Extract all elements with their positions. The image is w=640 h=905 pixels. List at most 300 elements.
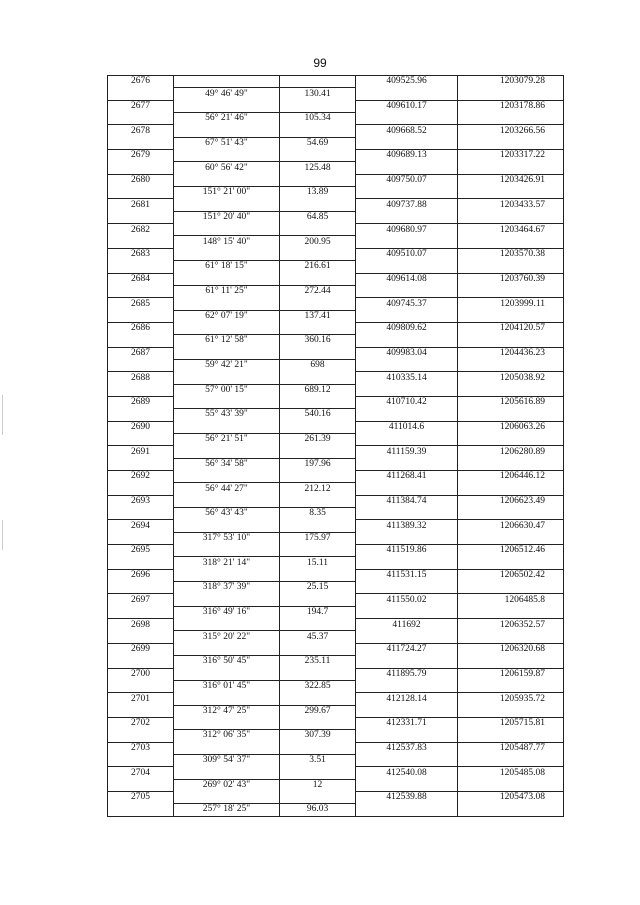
empty-cell bbox=[108, 384, 174, 396]
empty-cell bbox=[458, 359, 564, 371]
empty-cell bbox=[174, 446, 280, 458]
segment-row bbox=[108, 409, 564, 421]
empty-cell bbox=[458, 113, 564, 125]
bearing-angle: 61° 11' 25" bbox=[174, 285, 280, 297]
x-coordinate: 409510.07 bbox=[356, 248, 458, 260]
bearing-angle: 317° 53' 10" bbox=[174, 532, 280, 544]
segment-distance: 261.39 bbox=[280, 433, 356, 445]
point-row bbox=[108, 125, 564, 137]
x-coordinate: 412539.88 bbox=[356, 791, 458, 803]
segment-row bbox=[108, 88, 564, 100]
empty-cell bbox=[280, 150, 356, 162]
bearing-angle: 61° 18' 15" bbox=[174, 261, 280, 273]
point-row bbox=[108, 619, 564, 631]
segment-distance: 307.39 bbox=[280, 730, 356, 742]
segment-row bbox=[108, 261, 564, 273]
point-number: 2696 bbox=[108, 569, 174, 581]
empty-cell bbox=[174, 76, 280, 88]
empty-cell bbox=[174, 248, 280, 260]
bearing-angle: 56° 21' 46" bbox=[174, 113, 280, 125]
point-number: 2697 bbox=[108, 594, 174, 606]
empty-cell bbox=[458, 261, 564, 273]
empty-cell bbox=[280, 372, 356, 384]
point-number: 2700 bbox=[108, 668, 174, 680]
bearing-angle: 318° 21' 14" bbox=[174, 557, 280, 569]
y-coordinate: 1205935.72 bbox=[458, 693, 564, 705]
x-coordinate: 412540.08 bbox=[356, 767, 458, 779]
point-row bbox=[108, 322, 564, 334]
empty-cell bbox=[356, 582, 458, 594]
point-row bbox=[108, 471, 564, 483]
empty-cell bbox=[108, 88, 174, 100]
empty-cell bbox=[280, 767, 356, 779]
bearing-angle: 151° 20' 40" bbox=[174, 211, 280, 223]
empty-cell bbox=[458, 285, 564, 297]
y-coordinate: 1203760.39 bbox=[458, 273, 564, 285]
bearing-angle: 312° 47' 25" bbox=[174, 705, 280, 717]
point-row bbox=[108, 150, 564, 162]
empty-cell bbox=[356, 779, 458, 791]
empty-cell bbox=[108, 285, 174, 297]
y-coordinate: 1206446.12 bbox=[458, 471, 564, 483]
x-coordinate: 411724.27 bbox=[356, 643, 458, 655]
empty-cell bbox=[356, 187, 458, 199]
point-row bbox=[108, 569, 564, 581]
y-coordinate: 1203426.91 bbox=[458, 174, 564, 186]
segment-distance: 54.69 bbox=[280, 137, 356, 149]
segment-row bbox=[108, 162, 564, 174]
y-coordinate: 1206485.8 bbox=[458, 594, 564, 606]
segment-distance: 96.03 bbox=[280, 804, 356, 816]
empty-cell bbox=[174, 643, 280, 655]
empty-cell bbox=[174, 545, 280, 557]
empty-cell bbox=[280, 668, 356, 680]
segment-distance: 45.37 bbox=[280, 631, 356, 643]
segment-row bbox=[108, 458, 564, 470]
empty-cell bbox=[458, 137, 564, 149]
x-coordinate: 411531.15 bbox=[356, 569, 458, 581]
empty-cell bbox=[356, 211, 458, 223]
empty-cell bbox=[280, 594, 356, 606]
segment-distance: 216.61 bbox=[280, 261, 356, 273]
y-coordinate: 1206502.42 bbox=[458, 569, 564, 581]
point-row bbox=[108, 396, 564, 408]
empty-cell bbox=[280, 174, 356, 186]
empty-cell bbox=[108, 261, 174, 273]
y-coordinate: 1205616.89 bbox=[458, 396, 564, 408]
bearing-angle: 59° 42' 21" bbox=[174, 359, 280, 371]
point-row bbox=[108, 248, 564, 260]
x-coordinate: 412128.14 bbox=[356, 693, 458, 705]
empty-cell bbox=[458, 433, 564, 445]
segment-distance: 200.95 bbox=[280, 236, 356, 248]
segment-distance: 689.12 bbox=[280, 384, 356, 396]
point-row bbox=[108, 717, 564, 729]
empty-cell bbox=[280, 693, 356, 705]
empty-cell bbox=[280, 248, 356, 260]
segment-row bbox=[108, 754, 564, 766]
segment-row bbox=[108, 384, 564, 396]
segment-row bbox=[108, 137, 564, 149]
empty-cell bbox=[458, 532, 564, 544]
segment-row bbox=[108, 285, 564, 297]
y-coordinate: 1203433.57 bbox=[458, 199, 564, 211]
segment-distance: 12 bbox=[280, 779, 356, 791]
segment-distance: 235.11 bbox=[280, 656, 356, 668]
empty-cell bbox=[458, 88, 564, 100]
empty-cell bbox=[108, 433, 174, 445]
empty-cell bbox=[174, 125, 280, 137]
y-coordinate: 1204436.23 bbox=[458, 347, 564, 359]
point-number: 2676 bbox=[108, 76, 174, 88]
empty-cell bbox=[174, 224, 280, 236]
empty-cell bbox=[280, 619, 356, 631]
bearing-angle: 316° 49' 16" bbox=[174, 606, 280, 618]
empty-cell bbox=[356, 384, 458, 396]
segment-row bbox=[108, 433, 564, 445]
segment-distance: 137.41 bbox=[280, 310, 356, 322]
y-coordinate: 1203999.11 bbox=[458, 298, 564, 310]
empty-cell bbox=[174, 693, 280, 705]
empty-cell bbox=[356, 335, 458, 347]
segment-row bbox=[108, 656, 564, 668]
point-number: 2689 bbox=[108, 396, 174, 408]
empty-cell bbox=[108, 804, 174, 816]
y-coordinate: 1206063.26 bbox=[458, 421, 564, 433]
empty-cell bbox=[174, 520, 280, 532]
empty-cell bbox=[356, 310, 458, 322]
segment-distance: 212.12 bbox=[280, 483, 356, 495]
bearing-angle: 67° 51' 43" bbox=[174, 137, 280, 149]
point-row bbox=[108, 372, 564, 384]
empty-cell bbox=[174, 791, 280, 803]
y-coordinate: 1206352.57 bbox=[458, 619, 564, 631]
empty-cell bbox=[458, 606, 564, 618]
empty-cell bbox=[356, 113, 458, 125]
empty-cell bbox=[356, 705, 458, 717]
empty-cell bbox=[174, 421, 280, 433]
point-number: 2704 bbox=[108, 767, 174, 779]
point-row bbox=[108, 693, 564, 705]
x-coordinate: 409689.13 bbox=[356, 150, 458, 162]
y-coordinate: 1204120.57 bbox=[458, 322, 564, 334]
point-number: 2685 bbox=[108, 298, 174, 310]
empty-cell bbox=[108, 656, 174, 668]
empty-cell bbox=[108, 458, 174, 470]
bearing-angle: 309° 54' 37" bbox=[174, 754, 280, 766]
empty-cell bbox=[280, 471, 356, 483]
y-coordinate: 1203266.56 bbox=[458, 125, 564, 137]
empty-cell bbox=[108, 680, 174, 692]
empty-cell bbox=[280, 396, 356, 408]
point-number: 2683 bbox=[108, 248, 174, 260]
point-number: 2694 bbox=[108, 520, 174, 532]
empty-cell bbox=[108, 705, 174, 717]
x-coordinate: 411550.02 bbox=[356, 594, 458, 606]
point-row bbox=[108, 174, 564, 186]
empty-cell bbox=[280, 717, 356, 729]
empty-cell bbox=[108, 582, 174, 594]
point-number: 2684 bbox=[108, 273, 174, 285]
point-row bbox=[108, 347, 564, 359]
x-coordinate: 409525.96 bbox=[356, 76, 458, 88]
segment-row bbox=[108, 606, 564, 618]
bearing-angle: 62° 07' 19" bbox=[174, 310, 280, 322]
bearing-angle: 56° 44' 27" bbox=[174, 483, 280, 495]
bearing-angle: 151° 21' 00" bbox=[174, 187, 280, 199]
empty-cell bbox=[356, 162, 458, 174]
empty-cell bbox=[458, 656, 564, 668]
y-coordinate: 1206159.87 bbox=[458, 668, 564, 680]
empty-cell bbox=[458, 680, 564, 692]
bearing-angle: 312° 06' 35" bbox=[174, 730, 280, 742]
point-row bbox=[108, 594, 564, 606]
point-row bbox=[108, 520, 564, 532]
empty-cell bbox=[458, 705, 564, 717]
empty-cell bbox=[458, 557, 564, 569]
segment-distance: 130.41 bbox=[280, 88, 356, 100]
empty-cell bbox=[458, 730, 564, 742]
point-row bbox=[108, 224, 564, 236]
empty-cell bbox=[280, 298, 356, 310]
y-coordinate: 1206623.49 bbox=[458, 495, 564, 507]
empty-cell bbox=[356, 137, 458, 149]
empty-cell bbox=[280, 742, 356, 754]
empty-cell bbox=[458, 754, 564, 766]
y-coordinate: 1203178.86 bbox=[458, 100, 564, 112]
empty-cell bbox=[458, 508, 564, 520]
segment-row bbox=[108, 631, 564, 643]
empty-cell bbox=[280, 273, 356, 285]
point-number: 2677 bbox=[108, 100, 174, 112]
segment-distance: 175.97 bbox=[280, 532, 356, 544]
segment-row bbox=[108, 359, 564, 371]
segment-row bbox=[108, 804, 564, 816]
x-coordinate: 410335.14 bbox=[356, 372, 458, 384]
empty-cell bbox=[174, 569, 280, 581]
empty-cell bbox=[174, 150, 280, 162]
empty-cell bbox=[356, 261, 458, 273]
empty-cell bbox=[280, 791, 356, 803]
empty-cell bbox=[174, 717, 280, 729]
point-number: 2688 bbox=[108, 372, 174, 384]
empty-cell bbox=[458, 483, 564, 495]
segment-distance: 3.51 bbox=[280, 754, 356, 766]
empty-cell bbox=[174, 174, 280, 186]
segment-distance: 15.11 bbox=[280, 557, 356, 569]
segment-distance: 299.67 bbox=[280, 705, 356, 717]
empty-cell bbox=[356, 532, 458, 544]
x-coordinate: 411014.6 bbox=[356, 421, 458, 433]
empty-cell bbox=[458, 236, 564, 248]
segment-row bbox=[108, 705, 564, 717]
point-number: 2699 bbox=[108, 643, 174, 655]
bearing-angle: 57° 00' 15" bbox=[174, 384, 280, 396]
bearing-angle: 318° 37' 39" bbox=[174, 582, 280, 594]
empty-cell bbox=[280, 495, 356, 507]
empty-cell bbox=[356, 680, 458, 692]
empty-cell bbox=[356, 359, 458, 371]
x-coordinate: 412331.71 bbox=[356, 717, 458, 729]
x-coordinate: 411384.74 bbox=[356, 495, 458, 507]
bearing-angle: 315° 20' 22" bbox=[174, 631, 280, 643]
empty-cell bbox=[108, 631, 174, 643]
empty-cell bbox=[108, 606, 174, 618]
bearing-angle: 148° 15' 40" bbox=[174, 236, 280, 248]
point-row bbox=[108, 421, 564, 433]
y-coordinate: 1205473.08 bbox=[458, 791, 564, 803]
point-row bbox=[108, 273, 564, 285]
x-coordinate: 412537.83 bbox=[356, 742, 458, 754]
empty-cell bbox=[356, 458, 458, 470]
page-edge-mark bbox=[2, 520, 3, 550]
coordinate-table bbox=[107, 75, 564, 817]
segment-row bbox=[108, 532, 564, 544]
empty-cell bbox=[174, 322, 280, 334]
point-row bbox=[108, 495, 564, 507]
empty-cell bbox=[356, 433, 458, 445]
empty-cell bbox=[280, 446, 356, 458]
y-coordinate: 1206320.68 bbox=[458, 643, 564, 655]
segment-row bbox=[108, 483, 564, 495]
bearing-angle: 316° 50' 45" bbox=[174, 656, 280, 668]
segment-distance: 64.85 bbox=[280, 211, 356, 223]
segment-row bbox=[108, 557, 564, 569]
empty-cell bbox=[458, 804, 564, 816]
empty-cell bbox=[280, 347, 356, 359]
segment-distance: 272.44 bbox=[280, 285, 356, 297]
point-row bbox=[108, 545, 564, 557]
empty-cell bbox=[174, 273, 280, 285]
empty-cell bbox=[174, 347, 280, 359]
point-number: 2690 bbox=[108, 421, 174, 433]
empty-cell bbox=[280, 199, 356, 211]
empty-cell bbox=[174, 372, 280, 384]
empty-cell bbox=[108, 162, 174, 174]
x-coordinate: 409668.52 bbox=[356, 125, 458, 137]
point-number: 2681 bbox=[108, 199, 174, 211]
empty-cell bbox=[280, 643, 356, 655]
x-coordinate: 409610.17 bbox=[356, 100, 458, 112]
point-number: 2695 bbox=[108, 545, 174, 557]
point-number: 2703 bbox=[108, 742, 174, 754]
point-row bbox=[108, 742, 564, 754]
x-coordinate: 411895.79 bbox=[356, 668, 458, 680]
empty-cell bbox=[108, 310, 174, 322]
y-coordinate: 1206630.47 bbox=[458, 520, 564, 532]
x-coordinate: 409745.37 bbox=[356, 298, 458, 310]
segment-row bbox=[108, 211, 564, 223]
point-number: 2705 bbox=[108, 791, 174, 803]
segment-distance: 540.16 bbox=[280, 409, 356, 421]
point-row bbox=[108, 76, 564, 88]
point-number: 2702 bbox=[108, 717, 174, 729]
segment-row bbox=[108, 236, 564, 248]
x-coordinate: 411268.41 bbox=[356, 471, 458, 483]
y-coordinate: 1203464.67 bbox=[458, 224, 564, 236]
segment-distance: 698 bbox=[280, 359, 356, 371]
segment-row bbox=[108, 680, 564, 692]
empty-cell bbox=[108, 409, 174, 421]
empty-cell bbox=[108, 113, 174, 125]
empty-cell bbox=[174, 100, 280, 112]
empty-cell bbox=[174, 471, 280, 483]
empty-cell bbox=[356, 804, 458, 816]
bearing-angle: 60° 56' 42" bbox=[174, 162, 280, 174]
x-coordinate: 411692 bbox=[356, 619, 458, 631]
empty-cell bbox=[280, 545, 356, 557]
empty-cell bbox=[108, 137, 174, 149]
segment-distance: 13.89 bbox=[280, 187, 356, 199]
point-row bbox=[108, 298, 564, 310]
bearing-angle: 49° 46' 49" bbox=[174, 88, 280, 100]
x-coordinate: 410710.42 bbox=[356, 396, 458, 408]
empty-cell bbox=[280, 421, 356, 433]
empty-cell bbox=[458, 187, 564, 199]
point-row bbox=[108, 446, 564, 458]
x-coordinate: 409614.08 bbox=[356, 273, 458, 285]
x-coordinate: 409737.88 bbox=[356, 199, 458, 211]
empty-cell bbox=[458, 582, 564, 594]
point-number: 2691 bbox=[108, 446, 174, 458]
empty-cell bbox=[356, 409, 458, 421]
y-coordinate: 1203317.22 bbox=[458, 150, 564, 162]
empty-cell bbox=[356, 730, 458, 742]
empty-cell bbox=[174, 594, 280, 606]
empty-cell bbox=[108, 754, 174, 766]
empty-cell bbox=[356, 631, 458, 643]
point-number: 2687 bbox=[108, 347, 174, 359]
segment-row bbox=[108, 779, 564, 791]
y-coordinate: 1203570.38 bbox=[458, 248, 564, 260]
empty-cell bbox=[280, 520, 356, 532]
point-row bbox=[108, 100, 564, 112]
point-number: 2701 bbox=[108, 693, 174, 705]
segment-distance: 322.85 bbox=[280, 680, 356, 692]
empty-cell bbox=[280, 322, 356, 334]
x-coordinate: 411159.39 bbox=[356, 446, 458, 458]
y-coordinate: 1205715.81 bbox=[458, 717, 564, 729]
empty-cell bbox=[108, 187, 174, 199]
segment-distance: 105.34 bbox=[280, 113, 356, 125]
point-row bbox=[108, 643, 564, 655]
empty-cell bbox=[174, 495, 280, 507]
segment-distance: 8.35 bbox=[280, 508, 356, 520]
empty-cell bbox=[174, 199, 280, 211]
point-row bbox=[108, 791, 564, 803]
bearing-angle: 257° 18' 25" bbox=[174, 804, 280, 816]
segment-row bbox=[108, 113, 564, 125]
empty-cell bbox=[108, 532, 174, 544]
segment-row bbox=[108, 335, 564, 347]
bearing-angle: 56° 43' 43" bbox=[174, 508, 280, 520]
segment-row bbox=[108, 187, 564, 199]
segment-row bbox=[108, 310, 564, 322]
bearing-angle: 56° 21' 51" bbox=[174, 433, 280, 445]
empty-cell bbox=[356, 557, 458, 569]
segment-row bbox=[108, 582, 564, 594]
empty-cell bbox=[108, 335, 174, 347]
y-coordinate: 1205487.77 bbox=[458, 742, 564, 754]
empty-cell bbox=[174, 767, 280, 779]
x-coordinate: 409750.07 bbox=[356, 174, 458, 186]
x-coordinate: 409983.04 bbox=[356, 347, 458, 359]
point-row bbox=[108, 767, 564, 779]
point-number: 2686 bbox=[108, 322, 174, 334]
empty-cell bbox=[356, 88, 458, 100]
empty-cell bbox=[356, 656, 458, 668]
y-coordinate: 1203079.28 bbox=[458, 76, 564, 88]
